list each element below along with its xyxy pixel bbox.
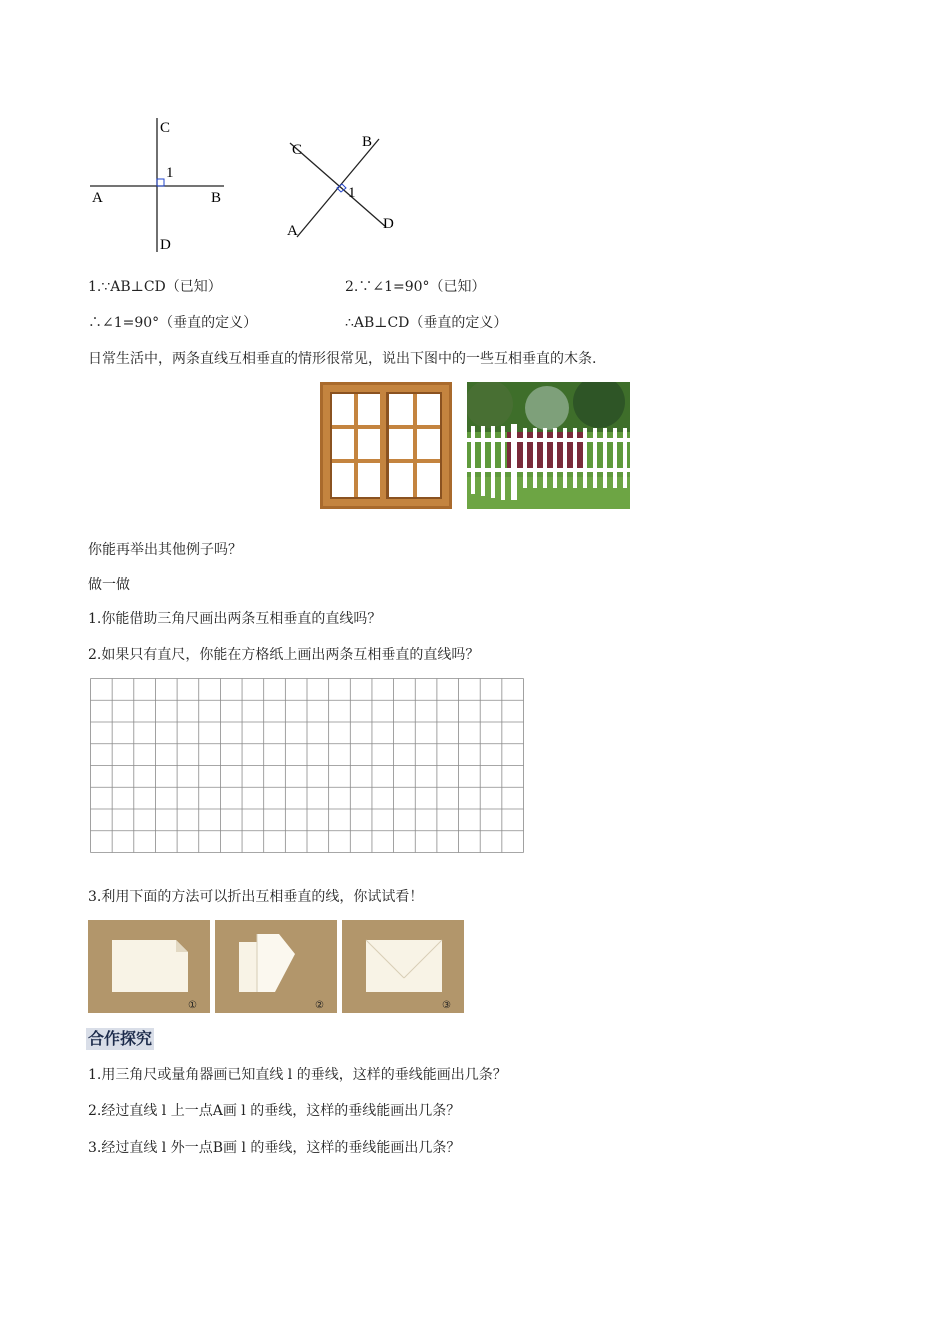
proof-1-line-2: ∴∠1=90°（垂直的定义） xyxy=(88,315,258,331)
figure-perpendicular-upright xyxy=(80,110,240,260)
proof-1-line-1: 1.∵AB⊥CD（已知） xyxy=(88,279,222,295)
more-examples-text: 你能再举出其他例子吗？ xyxy=(88,542,242,558)
label-a: A xyxy=(287,223,298,239)
label-d: D xyxy=(160,237,171,253)
coop-question-2: 2.经过直线 l 上一点A画 l 的垂线，这样的垂线能画出几条？ xyxy=(88,1103,461,1119)
label-b: B xyxy=(211,190,222,206)
figure-perpendicular-tilted xyxy=(280,125,420,250)
label-b: B xyxy=(362,134,373,150)
fold-step-3-label: ③ xyxy=(442,1000,451,1011)
fold-step-1-image xyxy=(88,920,210,1013)
fold-step-2-image xyxy=(215,920,337,1013)
do-it-title: 做一做 xyxy=(88,577,130,593)
grid-paper[interactable] xyxy=(90,678,524,853)
coop-question-3: 3.经过直线 l 外一点B画 l 的垂线，这样的垂线能画出几条？ xyxy=(88,1140,461,1156)
fold-step-3-image xyxy=(342,920,464,1013)
proof-2-line-1: 2.∵∠1=90°（已知） xyxy=(345,279,486,295)
fold-step-2-label: ② xyxy=(315,1000,324,1011)
label-angle-1: 1 xyxy=(166,165,174,181)
label-a: A xyxy=(92,190,103,206)
intro-text: 日常生活中，两条直线互相垂直的情形很常见，说出下图中的一些互相垂直的木条. xyxy=(88,351,597,367)
question-3: 3.利用下面的方法可以折出互相垂直的线，你试试看！ xyxy=(88,889,424,905)
label-angle-1: 1 xyxy=(348,185,356,201)
question-2: 2.如果只有直尺，你能在方格纸上画出两条互相垂直的直线吗？ xyxy=(88,647,480,663)
coop-question-1: 1.用三角尺或量角器画已知直线 l 的垂线，这样的垂线能画出几条？ xyxy=(88,1067,507,1083)
fold-step-1-label: ① xyxy=(188,1000,197,1011)
label-c: C xyxy=(160,120,171,136)
label-d: D xyxy=(383,216,394,232)
label-c: C xyxy=(292,142,303,158)
window-image xyxy=(320,382,452,509)
proof-2-line-2: ∴AB⊥CD（垂直的定义） xyxy=(345,315,508,331)
question-1: 1.你能借助三角尺画出两条互相垂直的直线吗？ xyxy=(88,611,382,627)
fence-image xyxy=(467,382,630,509)
section-heading-cooperation: 合作探究 xyxy=(88,1029,153,1048)
